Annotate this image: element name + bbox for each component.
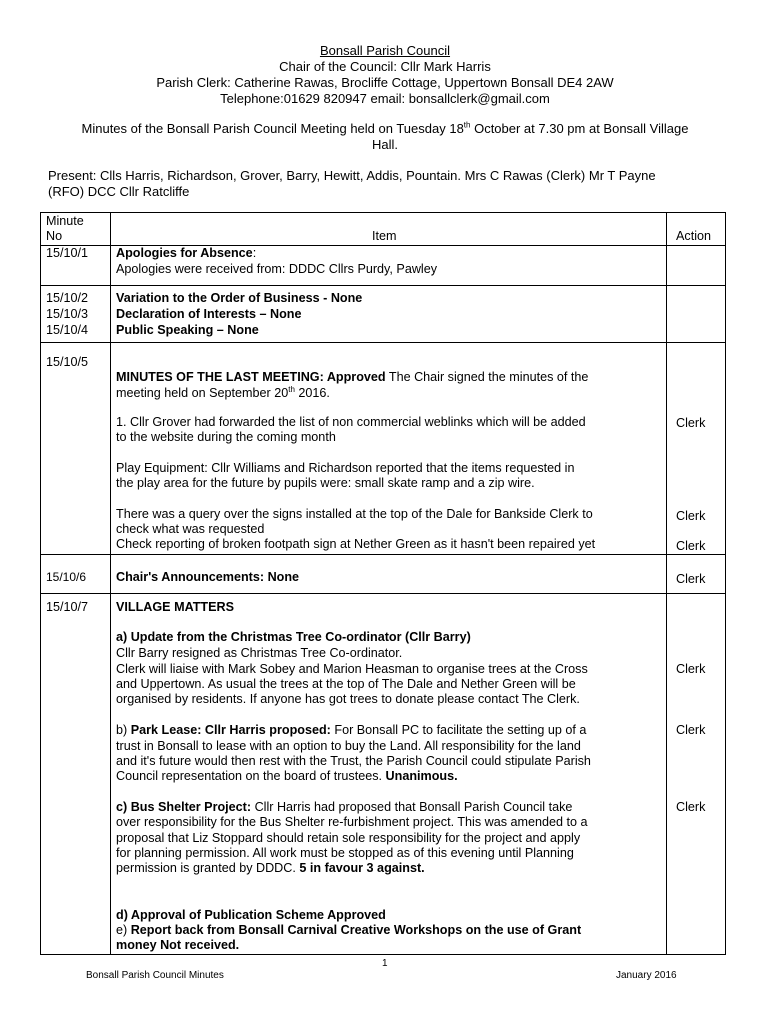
play-equipment-line-2: the play area for the future by pupils were: small skate ramp and a zip wire.: [116, 476, 535, 490]
christmas-tree-line-3: and Uppertown. As usual the trees at the top of The Dale and Nether Green will be: [116, 677, 576, 691]
public-speaking: Public Speaking – None: [116, 323, 259, 337]
action-clerk: Clerk: [676, 800, 706, 814]
christmas-tree-heading: a) Update from the Christmas Tree Co-ordinator (Cllr Barry): [116, 630, 471, 644]
weblinks-line-2: to the website during the coming month: [116, 430, 336, 444]
contact-line: Telephone:01629 820947 email: bonsallclerk@gmail.com: [220, 91, 550, 106]
village-matters-heading: VILLAGE MATTERS: [116, 600, 235, 614]
park-lease-line-2: trust in Bonsall to lease with an option to buy the Land. All responsibility for the land: [116, 739, 581, 753]
page-number: 1: [382, 958, 388, 969]
christmas-tree-line-2: Clerk will liaise with Mark Sobey and Marion Heasman to organise trees at the Cross: [116, 662, 588, 676]
apologies-text: Apologies were received from: DDDC Cllrs Purdy, Pawley: [116, 262, 438, 276]
park-lease-line-4: Council representation on the board of trustees. Unanimous.: [116, 769, 458, 783]
clerk-line: Parish Clerk: Catherine Rawas, Brocliffe Cottage, Uppertown Bonsall DE4 2AW: [156, 75, 614, 90]
council-title: Bonsall Parish Council: [319, 43, 451, 58]
play-equipment-line-1: Play Equipment: Cllr Williams and Richardson reported that the items requested in: [116, 461, 575, 475]
publication-scheme: d) Approval of Publication Scheme Approved: [116, 908, 386, 922]
minute-no: 15/10/1: [46, 246, 89, 260]
footpath-sign-line: Check reporting of broken footpath sign at Nether Green as it hasn't been repaired yet: [116, 537, 596, 551]
action-clerk: Clerk: [676, 416, 706, 430]
christmas-tree-line-4: organised by residents. If anyone has got trees to donate please contact The Clerk.: [116, 692, 580, 706]
col-no-header: No: [46, 229, 63, 243]
footer-left: Bonsall Parish Council Minutes: [86, 970, 224, 981]
weblinks-line-1: 1. Cllr Grover had forwarded the list of non commercial weblinks which will be added: [116, 415, 586, 429]
minute-no: 15/10/4: [46, 323, 89, 337]
footer-right: January 2016: [616, 970, 677, 981]
last-meeting-date: meeting held on September 20th 2016.: [116, 384, 330, 400]
col-item-header: Item: [372, 229, 397, 243]
minute-no: 15/10/7: [46, 600, 89, 614]
carnival-line-2: money Not received.: [116, 938, 240, 952]
minutes-heading: Minutes of the Bonsall Parish Council Meeting held on Tuesday 18th October at 7.30 pm at Bonsall Village: [81, 120, 689, 136]
action-clerk: Clerk: [676, 662, 706, 676]
apologies-heading: Apologies for Absence:: [116, 246, 257, 260]
last-meeting-heading: MINUTES OF THE LAST MEETING: Approved The Chair signed the minutes of the: [116, 370, 589, 384]
action-clerk: Clerk: [676, 539, 706, 553]
bus-shelter-line-5: permission is granted by DDDC. 5 in favour 3 against.: [116, 861, 425, 875]
signs-line-1: There was a query over the signs installed at the top of the Dale for Bankside Clerk to: [116, 507, 593, 521]
present-line-1: Present: Clls Harris, Richardson, Grover, Barry, Hewitt, Addis, Pountain. Mrs C Rawas (Clerk) Mr T Payne: [48, 168, 656, 183]
minute-no: 15/10/2: [46, 291, 89, 305]
minute-no: 15/10/5: [46, 355, 89, 369]
signs-line-2: check what was requested: [116, 522, 265, 536]
bus-shelter-line-1: c) Bus Shelter Project: Cllr Harris had proposed that Bonsall Parish Council take: [116, 800, 573, 814]
park-lease-line-1: b) Park Lease: Cllr Harris proposed: For Bonsall PC to facilitate the setting up of a: [116, 723, 587, 737]
action-clerk: Clerk: [676, 572, 706, 586]
chair-line: Chair of the Council: Cllr Mark Harris: [279, 59, 491, 74]
bus-shelter-line-4: for planning permission. All work must be stopped as of this evening until Planning: [116, 846, 574, 860]
action-clerk: Clerk: [676, 509, 706, 523]
carnival-line-1: e) Report back from Bonsall Carnival Creative Workshops on the use of Grant: [116, 923, 582, 937]
col-minute-header: Minute: [46, 214, 84, 228]
present-line-2: (RFO) DCC Cllr Ratcliffe: [48, 184, 190, 199]
bus-shelter-line-3: proposal that Liz Stoppard should retain sole responsibility for the project and apply: [116, 831, 581, 845]
declaration-of-interests: Declaration of Interests – None: [116, 307, 302, 321]
minute-no: 15/10/6: [46, 570, 87, 584]
order-of-business: Variation to the Order of Business - None: [116, 291, 363, 305]
park-lease-line-3: and it's future would then rest with the Trust, the Parish Council could stipulate Parish: [116, 754, 591, 768]
minutes-heading-cont: Hall.: [371, 137, 398, 152]
col-action-header: Action: [676, 229, 712, 243]
christmas-tree-line-1: Cllr Barry resigned as Christmas Tree Co-ordinator.: [116, 646, 403, 660]
bus-shelter-line-2: over responsibility for the Bus Shelter re-furbishment project. This was amended to a: [116, 815, 588, 829]
chairs-announcements: Chair's Announcements: None: [116, 570, 300, 584]
minute-no: 15/10/3: [46, 307, 89, 321]
action-clerk: Clerk: [676, 723, 706, 737]
